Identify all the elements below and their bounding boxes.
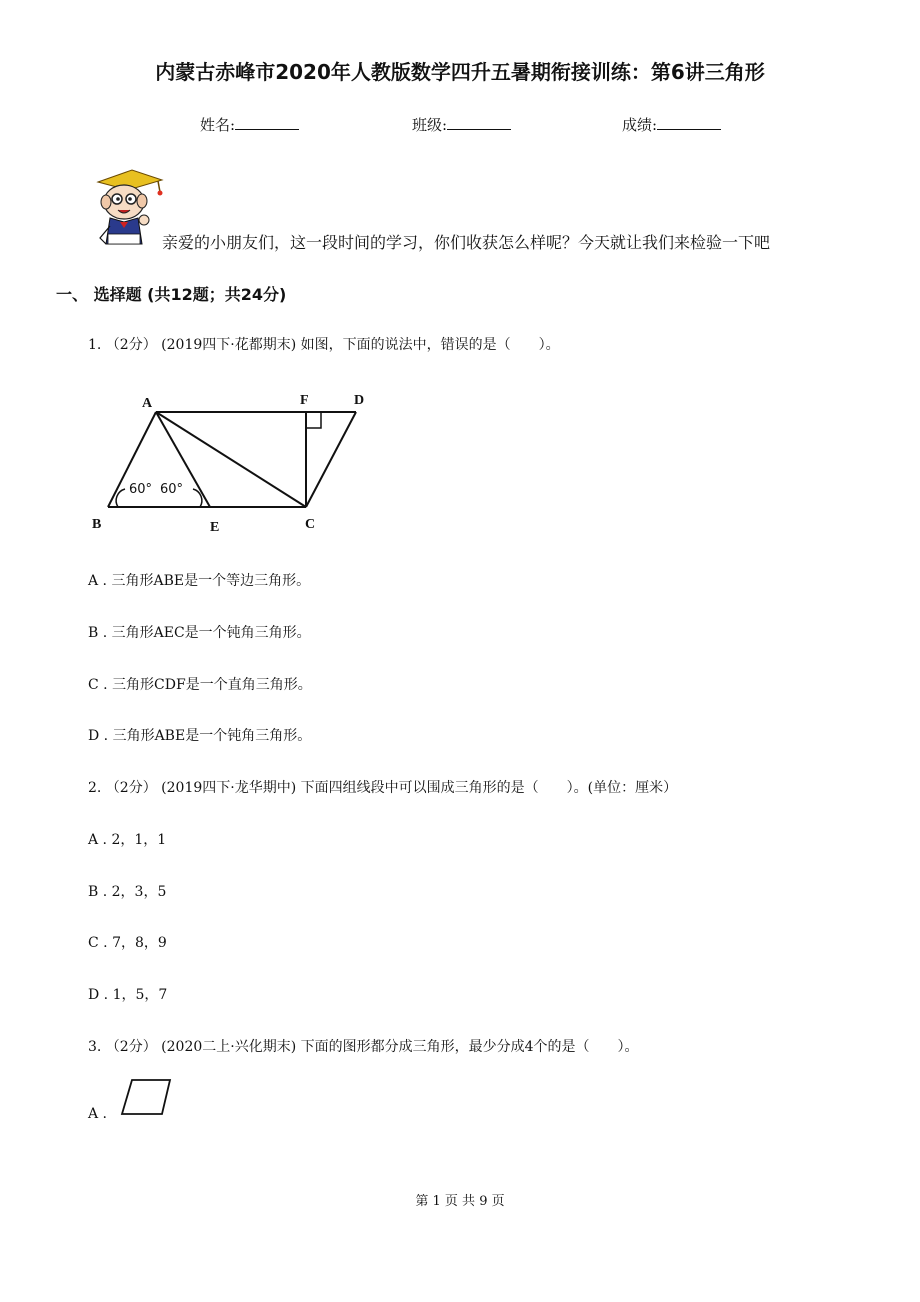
score-label: 成绩:	[622, 116, 658, 134]
question-1-option-a: A . 三角形ABE是一个等边三角形。	[88, 573, 311, 589]
section-heading: 一、 选择题 (共12题；共24分)	[56, 285, 287, 304]
page-footer: 第 1 页 共 9 页	[415, 1194, 505, 1209]
question-1-option-c: C . 三角形CDF是一个直角三角形。	[88, 677, 312, 693]
class-label: 班级:	[412, 116, 448, 134]
question-1-figure	[86, 388, 376, 538]
page-title: 内蒙古赤峰市2020年人教版数学四升五暑期衔接训练：第6讲三角形	[155, 60, 765, 84]
label-a: A	[142, 396, 153, 411]
question-1-option-b: B . 三角形AEC是一个钝角三角形。	[88, 625, 311, 641]
question-2-option-a: A . 2，1，1	[88, 832, 167, 848]
label-d: D	[354, 393, 365, 408]
name-blank	[235, 115, 299, 130]
label-e: E	[210, 520, 220, 535]
question-2-option-c: C . 7，8，9	[88, 935, 167, 951]
right-angle-mark	[306, 412, 321, 428]
label-c: C	[305, 517, 316, 532]
label-b: B	[92, 517, 102, 532]
segment-cd	[306, 412, 356, 507]
question-2-option-b: B . 2，3，5	[88, 884, 167, 900]
label-f: F	[300, 393, 309, 408]
question-3-option-a: A .	[88, 1106, 108, 1122]
mascot-illustration	[92, 168, 166, 248]
question-2-stem: 2. （2分） (2019四下·龙华期中) 下面四组线段中可以围成三角形的是（ ）。(单位：厘米）	[88, 780, 678, 796]
greeting-text: 亲爱的小朋友们，这一段时间的学习，你们收获怎么样呢？今天就让我们来检验一下吧	[162, 233, 771, 252]
score-blank	[657, 115, 721, 130]
question-1-option-d: D . 三角形ABE是一个钝角三角形。	[88, 728, 312, 744]
question-3-stem: 3. （2分） (2020二上·兴化期末) 下面的图形都分成三角形，最少分成4个的是（ ）。	[88, 1039, 639, 1055]
parallelogram-figure	[118, 1076, 176, 1118]
name-field	[200, 114, 299, 135]
angle-b-arc	[116, 489, 125, 507]
class-blank	[447, 115, 511, 130]
class-field	[412, 114, 511, 135]
name-label: 姓名:	[200, 116, 236, 134]
score-field	[622, 114, 721, 135]
angle-label-2: 60°	[160, 482, 184, 497]
question-2-option-d: D . 1，5，7	[88, 987, 168, 1003]
question-1-stem: 1. （2分） (2019四下·花都期末) 如图，下面的说法中，错误的是（ ）。	[88, 337, 560, 353]
angle-label-1: 60°	[129, 482, 153, 497]
